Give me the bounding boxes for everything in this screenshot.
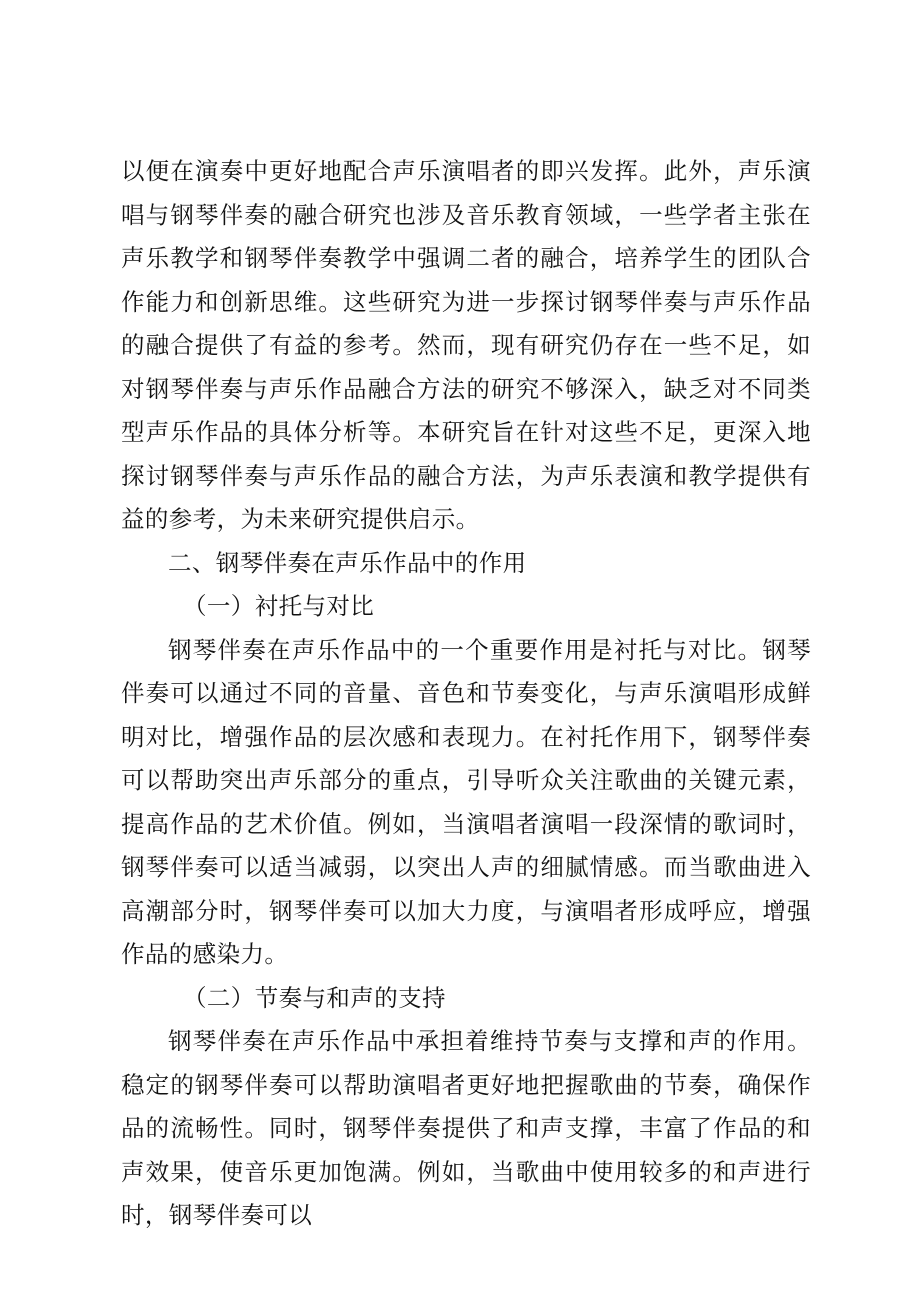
body-paragraph: 钢琴伴奏在声乐作品中承担着维持节奏与支撑和声的作用。稳定的钢琴伴奏可以帮助演唱者更好地把握歌曲的节奏，确保作品的流畅性。同时，钢琴伴奏提供了和声支撑，丰富了作品的和声效果，使音乐更加饱满。例如，当歌曲中使用较多的和声进行时，钢琴伴奏可以 [121, 1027, 811, 1229]
body-paragraph: 钢琴伴奏在声乐作品中的一个重要作用是衬托与对比。钢琴伴奏可以通过不同的音量、音色和节奏变化，与声乐演唱形成鲜明对比，增强作品的层次感和表现力。在衬托作用下，钢琴伴奏可以帮助突出声乐部分的重点，引导听众关注歌曲的关键元素，提高作品的艺术价值。例如，当演唱者演唱一段深情的歌词时，钢琴伴奏可以适当减弱，以突出人声的细腻情感。而当歌曲进入高潮部分时，钢琴伴奏可以加大力度，与演唱者形成呼应，增强作品的感染力。 [121, 635, 811, 968]
section-heading: 二、钢琴伴奏在声乐作品中的作用 [168, 548, 527, 577]
subsection-heading: （二）节奏与和声的支持 [183, 983, 446, 1012]
body-paragraph: 以便在演奏中更好地配合声乐演唱者的即兴发挥。此外，声乐演唱与钢琴伴奏的融合研究也涉及音乐教育领域，一些学者主张在声乐教学和钢琴伴奏教学中强调二者的融合，培养学生的团队合作能力和创新思维。这些研究为进一步探讨钢琴伴奏与声乐作品的融合提供了有益的参考。然而，现有研究仍存在一些不足，如对钢琴伴奏与声乐作品融合方法的研究不够深入，缺乏对不同类型声乐作品的具体分析等。本研究旨在针对这些不足，更深入地探讨钢琴伴奏与声乐作品的融合方法，为声乐表演和教学提供有益的参考，为未来研究提供启示。 [121, 157, 811, 533]
subsection-heading: （一）衬托与对比 [183, 592, 375, 620]
document-body [121, 150, 811, 1238]
